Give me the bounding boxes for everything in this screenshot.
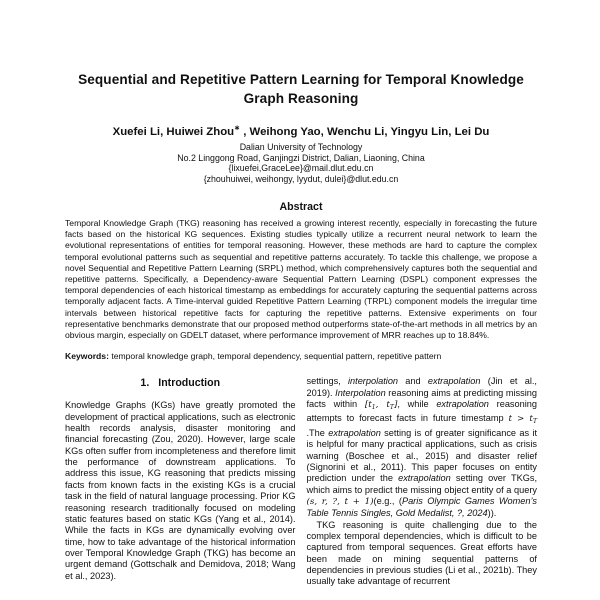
column-left — [65, 376, 296, 587]
affiliation: Dalian University of Technology — [239, 141, 363, 152]
intro-paragraph-2: settings, interpolation and extrapolation (Jin et al., 2019). Interpolation reasoning aims at predicting missing facts within [$t_1$, $t_T$], while extrapolation reasoning attempts to forecast facts in future timestamp $t > t_T$ .The extrapolation setting is of greater significance as it is helpful for many practical applications, such as crisis warning (Boschee et al., 2015) and disaster relief (Signorini et al., 2011). This paper focuses on entity prediction under the extrapolation setting over TKGs, which aims to predict the missing object entity of a query (s, r, ?, t + 1)(e.g., (Paris Olympic Games Women’s Table Tennis Singles, Gold Medalist, ?, 2024)). — [306, 376, 538, 519]
affiliation-block — [65, 142, 537, 185]
intro-paragraph-3: TKG reasoning is quite challenging due to the complex temporal dependencies, which is difficult to be captured from temporal sequences. Great efforts have been made on mining sequential patterns of dependencies in previous studies (Li et al., 2021b). They usually take advantage of recurrent — [306, 519, 537, 587]
section-title: Introduction — [158, 377, 221, 390]
abstract-text: Temporal Knowledge Graph (TKG) reasoning has received a growing interest recently, especially in forecasting the future facts based on the historical KG sequences. Existing studies typically utilize a recurrent neural network to learn the evolutional representations of entities for temporal reasoning. However, these methods are hard to capture the complex temporal evolutional patterns such as sequential and repetitive patterns accurately. To tackle this challenge, we propose a novel Sequential and Repetitive Pattern Learning (SRPL) method, which comprehensively captures both the sequential and repetitive patterns. Specifically, a Dependency-aware Sequential Pattern Learning (DSPL) component expresses the temporal dependencies of each historical timestamp as embeddings for accurately capturing the sequential patterns across temporally adjacent facts. A Time-interval guided Repetitive Pattern Learning (TRPL) component models the irregular time intervals between historical repetitive facts for capturing the repetitive patterns. Extensive experiments on four representative benchmarks demonstrate that our proposed method outperforms state-of-the-art methods in all metrics by an obvious margin, especially on GDELT dataset, where performance improvement of MRR reaches up to 18.84%. — [65, 217, 537, 341]
author-line — [65, 122, 537, 139]
address: No.2 Linggong Road, Ganjingzi District, Dalian, Liaoning, China — [177, 152, 425, 163]
section-heading-introduction — [65, 377, 296, 390]
paper-title: Sequential and Repetitive Pattern Learning for Temporal Knowledge Graph Reasoning — [78, 72, 524, 106]
email-line-1: {lixuefei,GraceLee}@mail.dlut.edu.cn — [228, 163, 374, 174]
author-names: Xuefei Li, Huiwei Zhou — [112, 125, 235, 138]
corresponding-author-marker: ∗ — [234, 125, 241, 132]
column-right — [307, 376, 538, 587]
intro-paragraph-1: Knowledge Graphs (KGs) have greatly promoted the development of practical applications, such as electronic health records analysis, disaster monitoring and financial forecasting (Zou, 2020). However, large scale KGs often suffer from incompleteness and therefore limit the performance of downstream applications. To address this issue, KG reasoning that predicts missing facts from known facts in the existing KGs is a crucial task in the field of natural language processing. Prior KG reasoning research traditionally focused on modeling static features based on static KGs (Yang et al., 2014). While the facts in KGs are dynamically evolving over time, how to take advantage of the historical information over Temporal Knowledge Graph (TKG) has become an urgent demand (Gottschalk and Demidova, 2018; Wang et al., 2023). — [65, 400, 296, 581]
abstract-heading: Abstract — [279, 200, 323, 213]
keywords-text: temporal knowledge graph, temporal dependency, sequential pattern, repetitive pattern — [108, 351, 442, 362]
keywords-line — [65, 351, 537, 362]
section-number: 1. — [140, 377, 150, 390]
author-names-rest: , Weihong Yao, Wenchu Li, Yingyu Lin, Lei Du — [240, 125, 490, 138]
keywords-label: Keywords: — [65, 351, 109, 362]
two-column-body — [65, 376, 537, 587]
email-line-2: {zhouhuiwei, weihongy, lyydut, dulei}@dlut.edu.cn — [203, 174, 399, 185]
